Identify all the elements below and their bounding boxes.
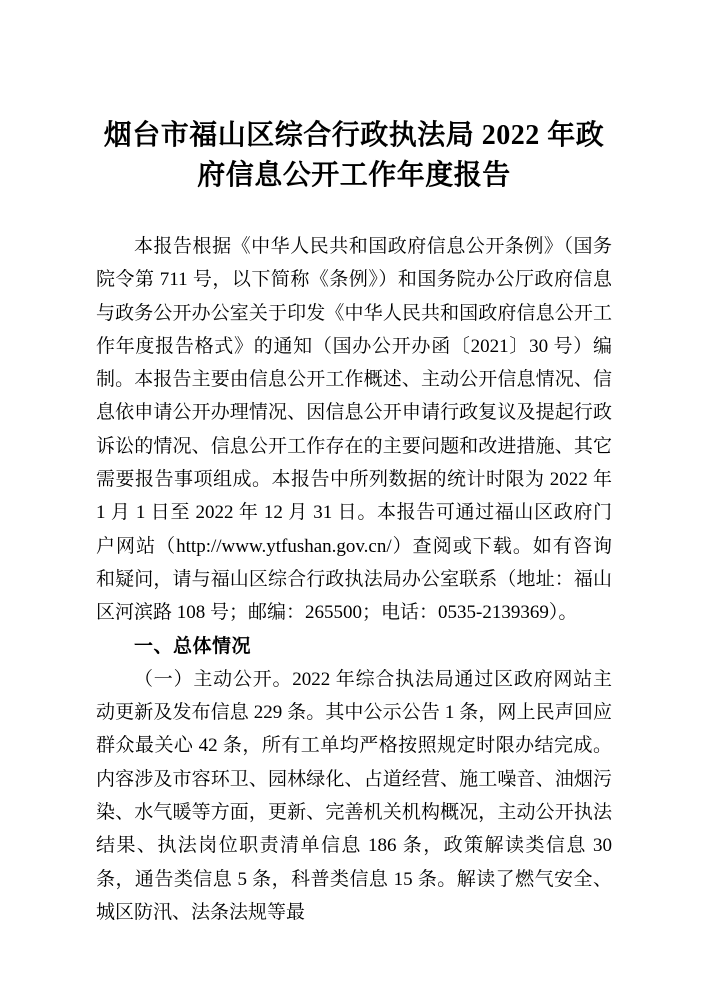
paragraph-proactive-disclosure: （一）主动公开。2022 年综合执法局通过区政府网站主动更新及发布信息 229 条。其中公示公告 1 条，网上民声回应群众最关心 42 条，所有工单均严格按照规定时限办结完成。内容涉及市容环卫、园林绿化、占道经营、施工噪音、油烟污染、水气暖等方面，更新、完善机关机构概况，主动公开执法结果、执法岗位职责清单信息 186 条，政策解读类信息 30 条，通告类信息 5 条，科普类信息 15 条。解读了燃气安全、城区防汛、法条法规等最 [96,668,612,923]
paragraph-intro: 本报告根据《中华人民共和国政府信息公开条例》（国务院令第 711 号，以下简称《条例》）和国务院办公厅政府信息与政务公开办公室关于印发《中华人民共和国政府信息公开工作年度报告格式》的通知（国办公开办函〔2021〕30 号）编制。本报告主要由信息公开工作概述、主动公开信息情况、信息依申请公开办理情况、因信息公开申请行政复议及提起行政诉讼的情况、信息公开工作存在的主要问题和改进措施、其它需要报告事项组成。本报告中所列数据的统计时限为 2022 年 1 月 1 日至 2022 年 12 月 31 日。本报告可通过福山区政府门户网站（http://www.ytfushan.gov.cn/）查阅或下载。如有咨询和疑问，请与福山区综合行政执法局办公室联系（地址：福山区河滨路 108 号；邮编：265500；电话：0535-2139369）。 [96,236,612,624]
document-title: 烟台市福山区综合行政执法局 2022 年政府信息公开工作年度报告 [103,120,605,191]
section-1-heading: 一、总体情况 [134,635,252,657]
